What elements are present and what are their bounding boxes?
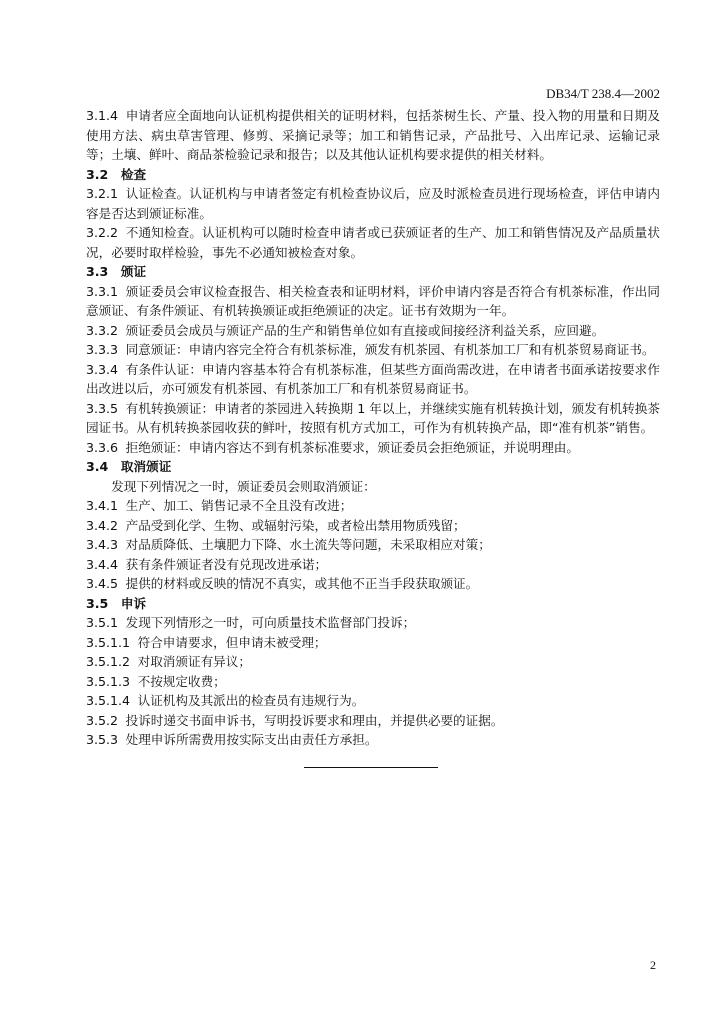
clause-text: 产品受到化学、生物、或辐射污染，或者检出禁用物质残留；	[125, 517, 466, 533]
clause-text: 提供的材料或反映的情况不真实，或其他不正当手段获取颁证。	[125, 576, 479, 591]
clause-text: 拒绝颁证：申请内容达不到有机茶标准要求，颁证委员会拒绝颁证，并说明理由。	[125, 439, 579, 455]
clause-text: 认证检查。认证机构与申请者签定有机检查协议后，应及时派检查员进行现场检查，评估申请内容是否达到颁证标准。	[86, 186, 660, 221]
clause-3-5-1-4	[86, 691, 660, 711]
clause-3-5-1-3	[86, 672, 660, 692]
clause-number: 3.4.3	[86, 537, 119, 552]
clause-3-4-4	[86, 555, 660, 575]
clause-3-2-2	[86, 223, 660, 262]
document-body	[86, 106, 660, 750]
clause-number: 3.5.1.2	[86, 654, 131, 669]
clause-number: 3.3.4	[86, 361, 119, 377]
heading-3-2	[86, 165, 660, 185]
clause-text: 对品质降低、土壤肥力下降、水土流失等问题，未采取相应对策；	[125, 537, 491, 552]
clause-3-3-1	[86, 282, 660, 321]
clause-3-4-2	[86, 516, 660, 536]
clause-text: 申请者应全面地向认证机构提供相关的证明材料，包括茶树生长、产量、投入物的用量和日期及使用方法、病虫草害管理、修剪、采摘记录等；加工和销售记录，产品批号、入出库记录、运输记录等；土壤、鲜叶、商品茶检验记录和报告；以及其他认证机构要求提供的相关材料。	[86, 108, 660, 162]
clause-number: 3.5.1.3	[86, 673, 131, 689]
heading-title: 颁证	[120, 264, 147, 279]
clause-number: 3.3.1	[86, 283, 119, 299]
heading-title: 申诉	[120, 595, 147, 611]
clause-3-4-5	[86, 574, 660, 594]
heading-title: 检查	[120, 166, 147, 182]
clause-number: 3.5.2	[86, 712, 119, 728]
clause-text: 符合申请要求，但申请未被受理；	[137, 634, 327, 650]
heading-3-5	[86, 594, 660, 614]
clause-number: 3.4.4	[86, 556, 119, 572]
clause-number: 3.3.6	[86, 439, 119, 455]
clause-3-2-1	[86, 184, 660, 223]
clause-number: 3.4.5	[86, 576, 119, 591]
clause-text: 发现下列情形之一时，可向质量技术监督部门投诉；	[125, 615, 416, 630]
heading-number: 3.3	[86, 264, 109, 279]
clause-number: 3.3.5	[86, 400, 119, 416]
clause-text: 认证机构及其派出的检查员有违规行为。	[137, 693, 365, 708]
clause-3-5-1-1	[86, 633, 660, 653]
clause-number: 3.5.1	[86, 615, 119, 630]
clause-number: 3.3.2	[86, 322, 119, 338]
heading-title: 取消颁证	[120, 459, 172, 474]
clause-3-3-3	[86, 340, 660, 360]
clause-text: 有条件认证：申请内容基本符合有机茶标准，但某些方面尚需改进，在申请者书面承诺按要求作出改进以后，亦可颁发有机茶园、有机茶加工厂和有机茶贸易商证书。	[86, 361, 660, 396]
clause-number: 3.4.2	[86, 517, 119, 533]
clause-text: 不通知检查。认证机构可以随时检查申请者或已获颁证者的生产、加工和销售情况及产品质量状况，必要时取样检验，事先不必通知被检查对象。	[86, 225, 660, 260]
heading-number: 3.4	[86, 459, 109, 474]
clause-text: 生产、加工、销售记录不全且没有改进；	[125, 498, 353, 513]
clause-text: 处理申诉所需费用按实际支出由责任方承担。	[125, 732, 378, 747]
clause-text: 颁证委员会成员与颁证产品的生产和销售单位如有直接或间接经济利益关系，应回避。	[125, 322, 605, 338]
clause-number: 3.3.3	[86, 342, 119, 357]
clause-3-4-3	[86, 535, 660, 555]
clause-number: 3.2.2	[86, 225, 119, 240]
clause-3-5-2	[86, 711, 660, 731]
clause-number: 3.4.1	[86, 498, 119, 513]
clause-number: 3.5.1.4	[86, 693, 131, 708]
clause-3-5-1-2	[86, 652, 660, 672]
clause-number: 3.5.1.1	[86, 634, 131, 650]
heading-number: 3.2	[86, 166, 109, 182]
clause-3-5-1	[86, 613, 660, 633]
heading-3-3	[86, 262, 660, 282]
intro-text: 发现下列情况之一时，颁证委员会则取消颁证：	[111, 478, 376, 494]
clause-number: 3.1.4	[86, 108, 119, 123]
intro-sentence	[86, 477, 660, 497]
clause-3-3-5	[86, 399, 660, 438]
clause-3-1-4	[86, 106, 660, 165]
clause-text: 有机转换颁证：申请者的茶园进入转换期 1 年以上，并继续实施有机转换计划，颁发有机转换茶园证书。从有机转换茶园收获的鲜叶，按照有机方式加工，可作为有机转换产品，即“准有机茶”销售。	[86, 400, 660, 435]
clause-text: 同意颁证：申请内容完全符合有机茶标准，颁发有机茶园、有机茶加工厂和有机茶贸易商证书。	[125, 342, 655, 357]
clause-3-4-1	[86, 496, 660, 516]
clause-text: 投诉时递交书面申诉书，写明投诉要求和理由，并提供必要的证据。	[125, 712, 504, 728]
clause-number: 3.5.3	[86, 732, 119, 747]
standard-code: DB34/T 238.4—2002	[546, 86, 660, 101]
clause-text: 颁证委员会审议检查报告、相关检查表和证明材料，评价申请内容是否符合有机茶标准，作出同意颁证、有条件颁证、有机转换颁证或拒绝颁证的决定。证书有效期为一年。	[86, 283, 660, 318]
clause-3-3-6	[86, 438, 660, 458]
page-number: 2	[650, 958, 656, 972]
clause-3-3-4	[86, 360, 660, 399]
clause-3-5-3	[86, 730, 660, 750]
clause-text: 对取消颁证有异议；	[137, 654, 251, 669]
end-divider	[304, 767, 438, 768]
heading-3-4	[86, 457, 660, 477]
heading-number: 3.5	[86, 595, 109, 611]
clause-3-3-2	[86, 321, 660, 341]
clause-text: 获有条件颁证者没有兑现改进承诺；	[125, 556, 328, 572]
clause-text: 不按规定收费；	[137, 673, 226, 689]
clause-number: 3.2.1	[86, 186, 119, 201]
